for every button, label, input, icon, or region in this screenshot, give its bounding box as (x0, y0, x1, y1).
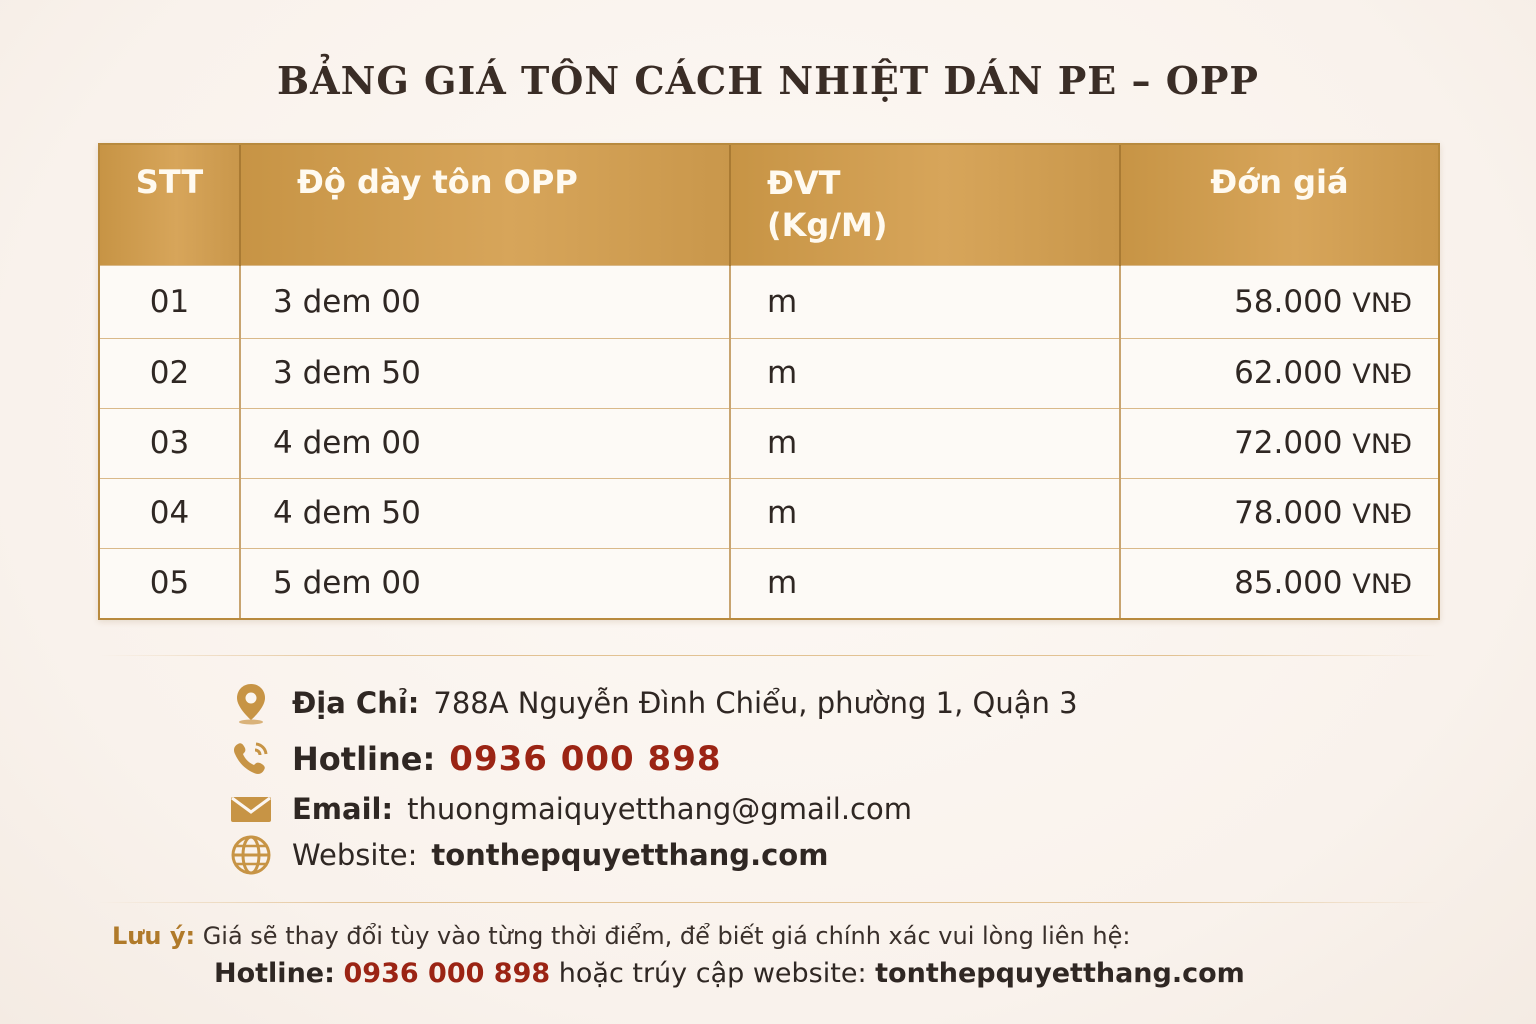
table-row (100, 478, 1438, 548)
price-currency: VNĐ (1352, 287, 1412, 319)
header-thickness: Độ dày tôn OPP (240, 145, 730, 265)
cell-stt: 01 (100, 265, 240, 338)
note-contact-line (214, 958, 1245, 989)
cell-thickness: 4 dem 50 (240, 478, 730, 548)
divider-top (98, 655, 1438, 656)
price-currency: VNĐ (1352, 429, 1412, 460)
address-label: Địa Chỉ: (292, 686, 420, 720)
cell-thickness: 4 dem 00 (240, 408, 730, 478)
location-pin-icon (228, 680, 274, 726)
cell-thickness: 3 dem 00 (240, 265, 730, 338)
note-text: Giá sẽ thay đổi tùy vào từng thời điểm, để biết giá chính xác vui lòng liên hệ: (202, 922, 1131, 950)
note-middle-text: hoặc trúy cập website: (558, 958, 867, 989)
table-header-row (100, 145, 1438, 265)
cell-unit: m (730, 408, 1120, 478)
price-currency: VNĐ (1352, 569, 1412, 601)
cell-stt: 04 (100, 478, 240, 548)
cell-stt: 03 (100, 408, 240, 478)
hotline-value[interactable]: 0936 000 898 (449, 739, 722, 779)
table-row (100, 408, 1438, 478)
price-currency: VNĐ (1352, 499, 1412, 530)
cell-unit: m (730, 548, 1120, 618)
table-row (100, 265, 1438, 338)
header-unit-line2: (Kg/M) (767, 205, 888, 244)
note-hotline-label: Hotline: (214, 958, 335, 989)
cell-unit: m (730, 265, 1120, 338)
cell-stt: 02 (100, 338, 240, 408)
cell-price (1120, 408, 1438, 478)
page-title: BẢNG GIÁ TÔN CÁCH NHIỆT DÁN PE – OPP (277, 58, 1259, 103)
note-hotline-value[interactable]: 0936 000 898 (343, 958, 551, 989)
website-row (228, 832, 828, 878)
price-table (98, 143, 1440, 620)
note-label: Lưu ý: (112, 922, 196, 950)
header-unit (730, 145, 1120, 265)
price-value: 62.000 (1234, 355, 1343, 391)
price-value: 85.000 (1234, 565, 1343, 602)
email-row (228, 786, 912, 832)
price-value: 78.000 (1234, 495, 1343, 531)
header-price: Đớn giá (1120, 145, 1438, 265)
note-line (112, 922, 1130, 950)
email-value[interactable]: thuongmaiquyetthang@gmail.com (407, 792, 912, 826)
cell-thickness: 3 dem 50 (240, 338, 730, 408)
note-website[interactable]: tonthepquyetthang.com (875, 958, 1245, 989)
cell-unit: m (730, 478, 1120, 548)
website-value[interactable]: tonthepquyetthang.com (431, 838, 829, 872)
cell-thickness: 5 dem 00 (240, 548, 730, 618)
website-label: Website: (292, 838, 418, 872)
cell-price (1120, 478, 1438, 548)
address-value: 788A Nguyễn Đình Chiểu, phường 1, Quận 3 (433, 686, 1078, 720)
table-row (100, 338, 1438, 408)
address-row (228, 680, 1078, 726)
table-row (100, 548, 1438, 618)
phone-icon (228, 736, 274, 782)
cell-price (1120, 338, 1438, 408)
hotline-row (228, 736, 722, 782)
globe-icon (228, 832, 274, 878)
header-stt: STT (100, 145, 240, 265)
price-value: 58.000 (1234, 283, 1343, 320)
price-value: 72.000 (1234, 425, 1343, 461)
hotline-label: Hotline: (292, 740, 436, 778)
cell-price (1120, 265, 1438, 338)
cell-stt: 05 (100, 548, 240, 618)
price-currency: VNĐ (1352, 359, 1412, 390)
divider-bottom (98, 902, 1438, 903)
cell-unit: m (730, 338, 1120, 408)
header-unit-line1: ĐVT (767, 164, 841, 202)
cell-price (1120, 548, 1438, 618)
envelope-icon (228, 786, 274, 832)
email-label: Email: (292, 792, 394, 826)
